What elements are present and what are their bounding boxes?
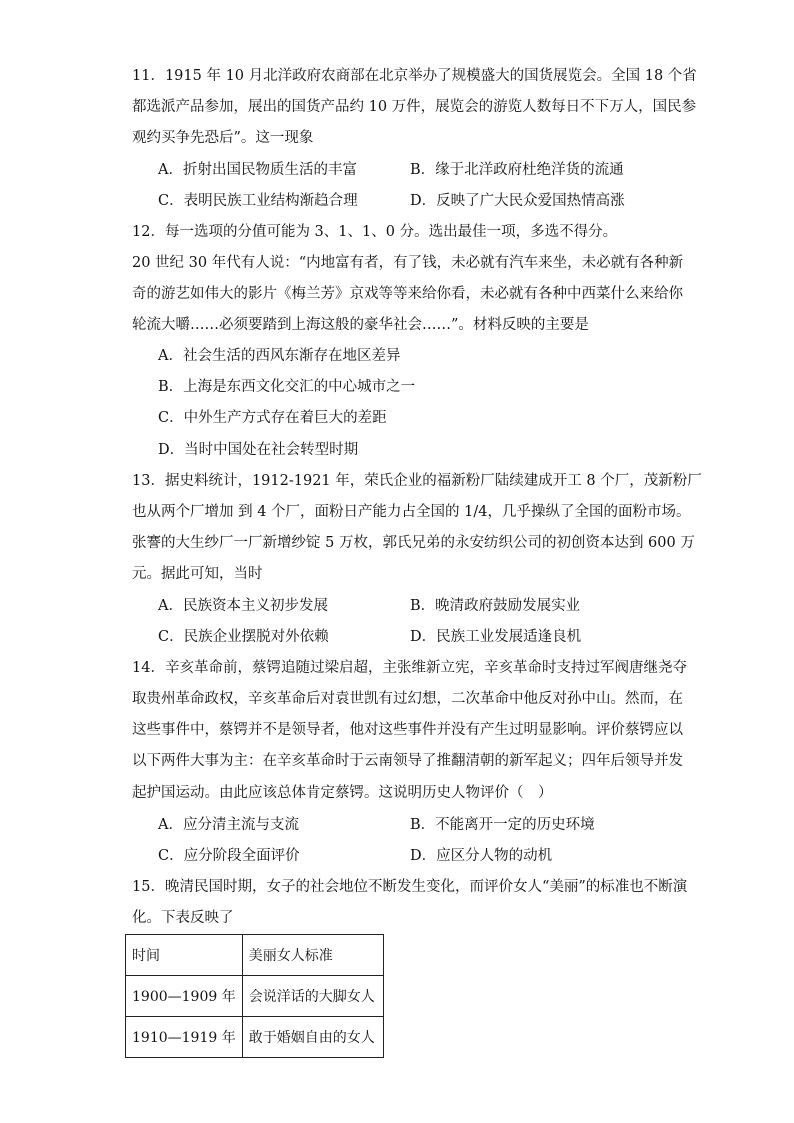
q13-line-3: 张謇的大生纱厂一厂新增纱锭 5 万枚，郭氏兄弟的永安纺织公司的初创资本达到 600 万 xyxy=(132,535,695,551)
q12-line-3: 奇的游艺如伟大的影片《梅兰芳》京戏等等来给你看，未必就有各种中西菜什么来给你 xyxy=(132,286,683,302)
q14-line-4: 以下两件大事为主：在辛亥革命时于云南领导了推翻清朝的新军起义；四年后领导并发 xyxy=(132,753,683,769)
q12-line-2: 20 世纪 30 年代有人说：“内地富有者，有了钱，未必就有汽车来坐，未必就有各种新 xyxy=(132,255,684,271)
table-row xyxy=(126,1017,384,1058)
q11-option-b: B．缘于北洋政府杜绝洋货的流通 xyxy=(410,162,624,178)
q13-option-b: B．晚清政府鼓励发展实业 xyxy=(410,598,581,614)
q12-line-4: 轮流大嚼……必须要踏到上海这般的豪华社会……”。材料反映的主要是 xyxy=(132,317,589,333)
q14-option-d: D．应区分人物的动机 xyxy=(410,848,553,864)
q14-line-3: 这些事件中，蔡锷并不是领导者，他对这些事件并没有产生过明显影响。评价蔡锷应以 xyxy=(132,722,683,738)
q13-option-d: D．民族工业发展适逢良机 xyxy=(410,629,582,645)
q14-option-c: C．应分阶段全面评价 xyxy=(158,848,300,864)
q12-option-d: D．当时中国处在社会转型时期 xyxy=(158,442,359,458)
table-cell: 会说洋话的大脚女人 xyxy=(242,976,383,1017)
q11-line-3: 观约买争先恐后”。这一现象 xyxy=(132,130,314,146)
q12-option-b: B．上海是东西文化交汇的中心城市之一 xyxy=(158,379,416,395)
beauty-standard-table xyxy=(125,934,384,1058)
table-row xyxy=(126,976,384,1017)
table-header-row xyxy=(126,935,384,976)
q13-option-c: C．民族企业摆脱对外依赖 xyxy=(158,629,329,645)
q11-option-d: D．反映了广大民众爱国热情高涨 xyxy=(410,193,625,209)
q13-option-a: A．民族资本主义初步发展 xyxy=(158,598,328,614)
q14-option-a: A．应分清主流与支流 xyxy=(158,817,299,833)
table-cell: 1900—1909 年 xyxy=(126,976,243,1017)
q13-line-2: 也从两个厂增加 到 4 个厂，面粉日产能力占全国的 1/4，几乎操纵了全国的面粉市场。 xyxy=(132,504,691,520)
table-cell: 敢于婚姻自由的女人 xyxy=(242,1017,383,1058)
q12-option-c: C．中外生产方式存在着巨大的差距 xyxy=(158,410,387,426)
table-cell: 1910—1919 年 xyxy=(126,1017,243,1058)
q14-line-5: 起护国运动。由此应该总体肯定蔡锷。这说明历史人物评价（ ） xyxy=(132,785,553,801)
q15-line-2: 化。下表反映了 xyxy=(132,910,234,926)
q11-line-2: 都选派产品参加，展出的国货产品约 10 万件，展览会的游览人数每日不下万人，国民参 xyxy=(132,99,697,115)
q15-line-1: 15．晚清民国时期，女子的社会地位不断发生变化，而评价女人“美丽”的标准也不断演 xyxy=(132,879,688,895)
q11-line-1: 11．1915 年 10 月北洋政府农商部在北京举办了规模盛大的国货展览会。全国 18 个省 xyxy=(132,68,697,84)
q14-line-1: 14．辛亥革命前，蔡锷追随过梁启超，主张维新立宪，辛亥革命时支持过军阀唐继尧夺 xyxy=(132,660,687,676)
q11-option-c: C．表明民族工业结构渐趋合理 xyxy=(158,193,358,209)
q14-line-2: 取贵州革命政权，辛亥革命后对袁世凯有过幻想，二次革命中他反对孙中山。然而，在 xyxy=(132,691,683,707)
q13-line-1: 13．据史料统计，1912-1921 年，荣氏企业的福新粉厂陆续建成开工 8 个厂，茂新粉厂 xyxy=(132,473,702,489)
q11-option-a: A．折射出国民物质生活的丰富 xyxy=(158,162,357,178)
table-header-cell: 时间 xyxy=(126,935,243,976)
q12-line-1: 12．每一选项的分值可能为 3、1、1、0 分。选出最佳一项，多选不得分。 xyxy=(132,224,618,240)
table-header-cell: 美丽女人标准 xyxy=(242,935,383,976)
q13-line-4: 元。据此可知，当时 xyxy=(132,566,263,582)
q14-option-b: B．不能离开一定的历史环境 xyxy=(410,817,595,833)
q12-option-a: A．社会生活的西风东渐存在地区差异 xyxy=(158,348,401,364)
